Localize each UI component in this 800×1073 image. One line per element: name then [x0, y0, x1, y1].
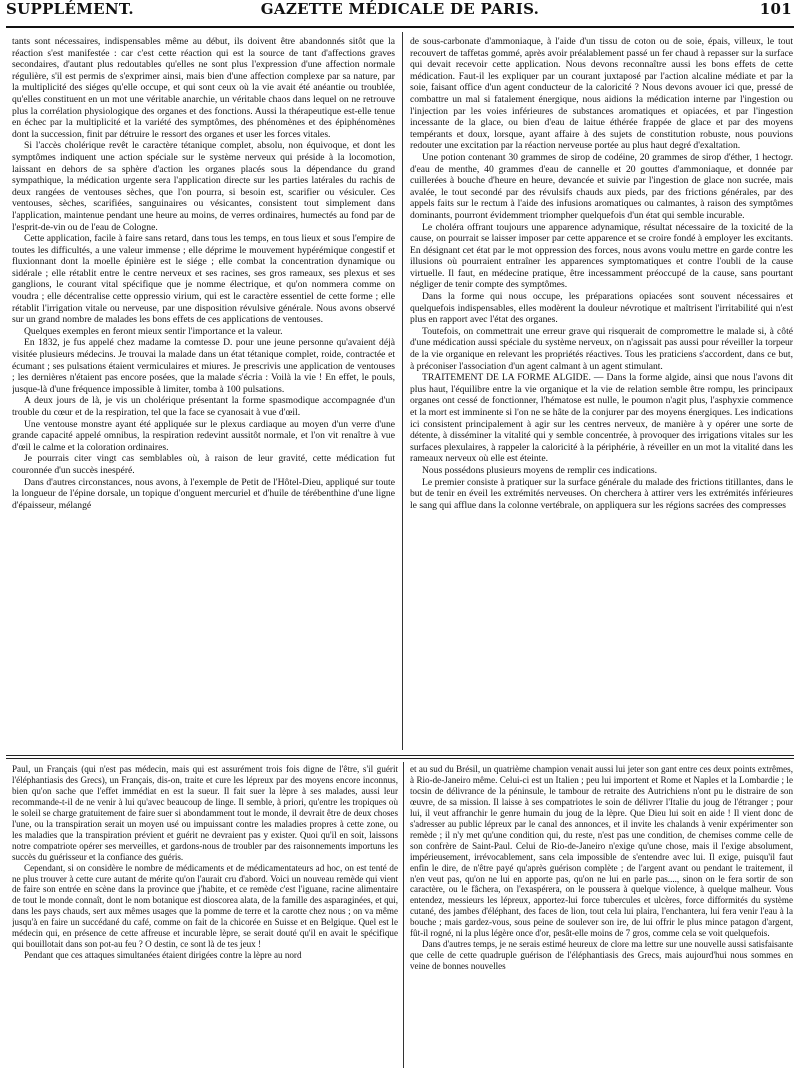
- section-divider: [6, 755, 794, 756]
- paragraph: Dans d'autres circonstances, nous avons, à l'exemple de Petit de l'Hôtel-Dieu, appliqué sur toute la longueur de l'épine dorsale, un topique d'onguent mercuriel et d'huile de térébenthine d'une ligne d'épaisseur, mélangé: [12, 476, 395, 511]
- paragraph: Cette application, facile à faire sans retard, dans tous les temps, en tous lieux et sous l'empire de toutes les difficultés, a une valeur immense ; elle déprime le mouvement hypérémique congestif et fluxionnant dont la moelle épinière est le siége ; elle combat la concentration dynamique ou sidérale ; elle rétablit entre le centre nerveux et ses racines, ses gros rameaux, ses plexus et ses ganglions, le courant vital spécifique que je nomme électrique, et qu'on nommera comme on voudra ; elle décentralise cette oppressio virium, qui est le caractère essentiel de cette forme ; elle rétablit l'irrigation vitale ou nerveuse, par une disposition révulsive générale. Nous avons observé sur un grand nombre de malades les bons effets de ces applications de ventouses.: [12, 233, 395, 326]
- paragraph: tants sont nécessaires, indispensables même au début, ils doivent être abandonnés sitôt que la réaction s'est manifestée : car c'est cette réaction qui est la source de tant d'affections graves secondaires, d'autant plus redoutables qu'elles ne sont plus l'expression d'une affection normale régulière, s'il est permis de s'exprimer ainsi, mais bien d'une affection complexe par sa nature, par la multiplicité des siéges qu'elle occupe, et qui sont ceux où la vie avait été anéantie ou troublée, qu'elles constituent en un mot une véritable anarchie, un véritable chaos dans lequel on ne retrouve plus la corrélation physiologique des organes et des fonctions. Aussi la thérapeutique est-elle tenue en échec par la multiplicité et la variété des symptômes, des phénomènes et des épiphénomènes dont la succession, finit par détruire le ressort des organes et user les forces vitales.: [12, 36, 395, 140]
- paragraph: En 1832, je fus appelé chez madame la comtesse D. pour une jeune personne qu'avaient déjà visitée plusieurs médecins. Je trouvai la malade dans un état tétanique complet, roide, contractée et écumant ; ses pulsations étaient vermiculaires et miures. Je prescrivis une application de ventouses ; les dernières n'étaient pas encore posées, que la malade s'écria : Voilà la vie ! En effet, le pouls, jusque-là d'une fréquence impossible à limiter, tomba à 100 pulsations.: [12, 337, 395, 395]
- page-number: 101: [759, 0, 792, 18]
- journal-title: GAZETTE MÉDICALE DE PARIS.: [260, 0, 540, 18]
- right-column: [410, 36, 793, 749]
- paragraph: Une potion contenant 30 grammes de sirop de codéine, 20 grammes de sirop d'éther, 1 hectogr. d'eau de menthe, 40 grammes d'eau de cannelle et 20 gouttes d'ammoniaque, et donnée par cuillerées à bouche d'heure en heure, devancée et suivie par l'ingestion de glace non sucrée, mais avalée, le tout secondé par des révulsifs chauds aux pieds, par des frictions générales, par des appels faits sur le rectum à l'aide des infusions aromatiques ou calmantes, à raison des symptômes dominants, pourront évidemment triompher quelquefois d'un état qui semble incurable.: [410, 151, 793, 221]
- paragraph: Dans d'autres temps, je ne serais estimé heureux de clore ma lettre sur une nouvelle aussi satisfaisante que celle de cette quadruple guérison de l'éléphantiasis des Grecs, mais aujourd'hui nous sommes en veine de bonnes nouvelles: [410, 939, 793, 972]
- column-divider: [402, 32, 403, 750]
- paragraph: Le premier consiste à pratiquer sur la surface générale du malade des frictions titillantes, dans le but de tenir en éveil les extrémités nerveuses. On cherchera à attirer vers les extrémités inférieures le sang qui afflue dans la colonne vertébrale, on appliquera sur les régions sacrées des compresses: [410, 476, 793, 511]
- paragraph: Je pourrais citer vingt cas semblables où, à raison de leur gravité, cette médication fut couronnée d'un succès inespéré.: [12, 453, 395, 476]
- section-divider-double: [6, 758, 794, 759]
- paragraph: Paul, un Français (qui n'est pas médecin, mais qui est assurément trois fois digne de l'être, s'il guérit l'éléphantiasis des Grecs), un Français, dis-on, traite et cure les lépreux par des moyens encore inconnus, bien qu'on sache que l'effet immédiat en est la sueur. Il fait suer la lèpre à ses malades, aussi leur recommande-t-il de ne venir à lui qu'avec beaucoup de linge. Il semble, à priori, qu'entre les tropiques où le soleil se charge gratuitement de faire suer si abondamment tout le monde, il devrait être de deux choses l'une, ou la transpiration serait un moyen usé ou impuissant contre les maladies propres à cette zone, ou les maladies que la transpiration prévient et guérit ne devraient pas y exister. Quoi qu'il en soit, laissons notre compatriote opérer ses merveilles, et gardons-nous de troubler par des raisonnements importuns les succès du guérisseur et la confiance des guéris.: [12, 764, 398, 862]
- column-divider-bottom: [403, 762, 404, 1068]
- paragraph: Dans la forme qui nous occupe, les préparations opiacées sont souvent nécessaires et quelquefois indispensables, elles modèrent la douleur névrotique et maîtrisent l'irritabilité qui n'est plus en rapport avec l'état des organes.: [410, 291, 793, 326]
- section-paragraph-algide: TRAITEMENT DE LA FORME ALGIDE. — Dans la forme algide, ainsi que nous l'avons dit plus haut, l'équilibre entre la vie organique et la vie de relation semble être rompu, les principaux organes ont cessé de fonctionner, l'hématose est nulle, le poumon n'agit plus, l'asphyxie commence et la mort est imminente si l'on ne se hâte de la conjurer par des moyens énergiques. Les indications ici consistent principalement à agir sur les centres nerveux, de manière à y opérer une sorte de détente, à disséminer la vitalité qui y semble concentrée, à provoquer des irrigations vitales sur les surfaces plexulaires, à rappeler la caloricité à la périphérie, à réveiller en un mot la vitalité dans les rameaux nerveux où elle est éteinte.: [410, 372, 793, 465]
- page-header: [6, 0, 794, 24]
- paragraph: Nous possédons plusieurs moyens de remplir ces indications.: [422, 464, 658, 476]
- header-rule: [6, 26, 794, 28]
- left-column: [12, 36, 395, 749]
- paragraph: Quelques exemples en feront mieux sentir l'importance et la valeur.: [24, 325, 283, 337]
- paragraph: Une ventouse monstre ayant été appliquée sur le plexus cardiaque au moyen d'un verre d'une grande capacité appelé omnibus, la respiration redevint aussitôt normale, et l'on vit renaître à vue d'œil le calme et la coloration ordinaires.: [12, 418, 395, 453]
- paragraph: de sous-carbonate d'ammoniaque, à l'aide d'un tissu de coton ou de soie, épais, villeux, le tout recouvert de taffetas gommé, après avoir préalablement passé un fer chaud à repasser sur la surface qui devait recevoir cette application. Nous devons reconnaître aussi les bons effets de cette médication. Faut-il les expliquer par un courant juxtaposé par l'action alcaline médiate et par la soie, faisant office d'un agent conducteur de la caloricité ? Nous devons avouer ici que, pressé de combattre un mal si fatalement énergique, nous aidions la médication interne par l'ingestion ou l'injection par les voies inférieures de substances aromatiques et opiacées, et par l'ingestion incessante de la glace, ou bien d'eau de laitue éthérée frappée de glace et par des moyens tempérants et doux, lorsque, ayant affaire à des sujets de constitution robuste, nous pouvions redouter une excitation par la réaction nerveuse portée au plus haut degré d'exaltation.: [410, 36, 793, 152]
- paragraph: Cependant, si on considère le nombre de médicaments et de médicamentateurs ad hoc, on est tenté de ne plus trouver à cette cure autant de mérite qu'on l'aurait cru d'abord. Voici un nouveau remède qui vient de faire son entrée en scène dans la province que j'habite, et ce remède c'est l'iguane, racine alimentaire de tout le monde connaît, dont le nom botanique est dioscorea alata, de la famille des asparaginées, et qui, dans les pays chauds, sert aux mêmes usages que la pomme de terre et la carotte chez nous ; on va même jusqu'à en faire un succédané du café, comme on fait de la chicorée en Suisse et en Belgique. Quel est le médecin qui, en présence de cette affreuse et incurable lèpre, se serait douté qu'il en avait le spécifique qui bouillotait dans son pot-au feu ? O destin, ce sont là de tes jeux !: [12, 862, 398, 950]
- paragraph: A deux jours de là, je vis un cholérique présentant la forme spasmodique accompagnée d'un trouble du cœur et de la respiration, tel que la face se cyanosait à vue d'œil.: [12, 395, 395, 418]
- bottom-right-column: [410, 764, 793, 1069]
- paragraph: Si l'accès cholérique revêt le caractère tétanique complet, absolu, non équivoque, et dont les symptômes indiquent une action spéciale sur le système nerveux qui préside à la locomotion, laissant en dehors de sa sphère d'action les organes placés sous la dépendance du grand sympathique, la médication urgente sera l'application directe sur les parties latérales du rachis de deux rangées de ventouses sèches, que l'on pourra, si besoin est, scarifier ou vésiculer. Ces ventouses, sèches, scarifiées, sanguinaires ou vésicantes, consistent tout simplement dans l'application, maintenue pendant une heure au moins, de verres ordinaires, humectés au fond par de l'esprit-de-vin ou de l'eau de Cologne.: [12, 140, 395, 233]
- paragraph: Pendant que ces attaques simultanées étaient dirigées contre la lèpre au nord: [24, 950, 302, 961]
- paragraph: Le choléra offrant toujours une apparence adynamique, résultat nécessaire de la toxicité de la cause, on pourrait se laisser imposer par cette apparence et se croire fondé à employer les excitants. En désignant cet état par le mot oppression des forces, nous avons voulu mettre en garde contre les illusions où pourraient entraîner les apparences symptomatiques et contre l'oubli de la cause virtuelle. Il faut, en médecine pratique, être incessamment préoccupé de la cause, sans pourtant négliger de tenir compte des symptômes.: [410, 221, 793, 291]
- paragraph: et au sud du Brésil, un quatrième champion venait aussi lui jeter son gant entre ces deux points extrêmes, à Rio-de-Janeiro même. Celui-ci est un Italien ; peu lui importent et Rome et Naples et la Lombardie ; le tocsin de délivrance de la péninsule, le tambour de retraite des Autrichiens n'ont pu le distraire de son œuvre, de sa mission. Il laisse à ses compatriotes le soin de délivrer l'Italie du joug de l'étranger ; pour lui, il veut affranchir le genre humain du joug de la lèpre. Que Dieu lui soit en aide ! Il vient donc de s'adresser au public lépreux par le canal des annonces, et il invite les chalands à venir expérimenter son remède ; il n'y met qu'une condition qui, du reste, n'est pas une condition, de chemises comme celle de son confrère de Saint-Paul. Celui de Rio-de-Janeiro n'exige qu'une chose, mais il l'exige absolument, impérieusement, irrévocablement, sans cela impossible de s'entendre avec lui. Il exige, puisqu'il faut enfin le dire, de n'être payé qu'après guérison complète ; de l'argent avant ou pendant le traitement, il n'en veut pas, qu'on ne lui en apporte pas, qu'on ne lui en parle pas...., sinon on le fera sortir de son caractère, ou le fâchera, on l'exaspérera, on le poussera à quelque violence, à quelque malheur. Vous entendez, messieurs les lépreux, apportez-lui force tubercules et ulcères, force difformités du système cutané, des jambes d'éléphant, des faces de lion, tout cela lui plaira, l'enchantera, lui fera venir l'eau à la bouche ; mais gardez-vous, sous peine de soulever son ire, de lui offrir le plus mince patagon d'argent, fût-il rogné, ni la plus légère once d'or, pesât-elle moins de 7 gros, comme cela se voit quelquefois.: [410, 764, 793, 939]
- bottom-left-column: [12, 764, 398, 1069]
- paragraph: Toutefois, on commettrait une erreur grave qui risquerait de compromettre le malade si, à côté d'une médication aussi spéciale du système nerveux, on n'agissait pas aussi pour réveiller la torpeur de la vie organique en relevant les propriétés réactives. Tous les praticiens s'accordent, dans ce but, à préconiser l'association d'un agent calmant à un agent stimulant.: [410, 325, 793, 372]
- supplement-label: SUPPLÉMENT.: [6, 0, 134, 18]
